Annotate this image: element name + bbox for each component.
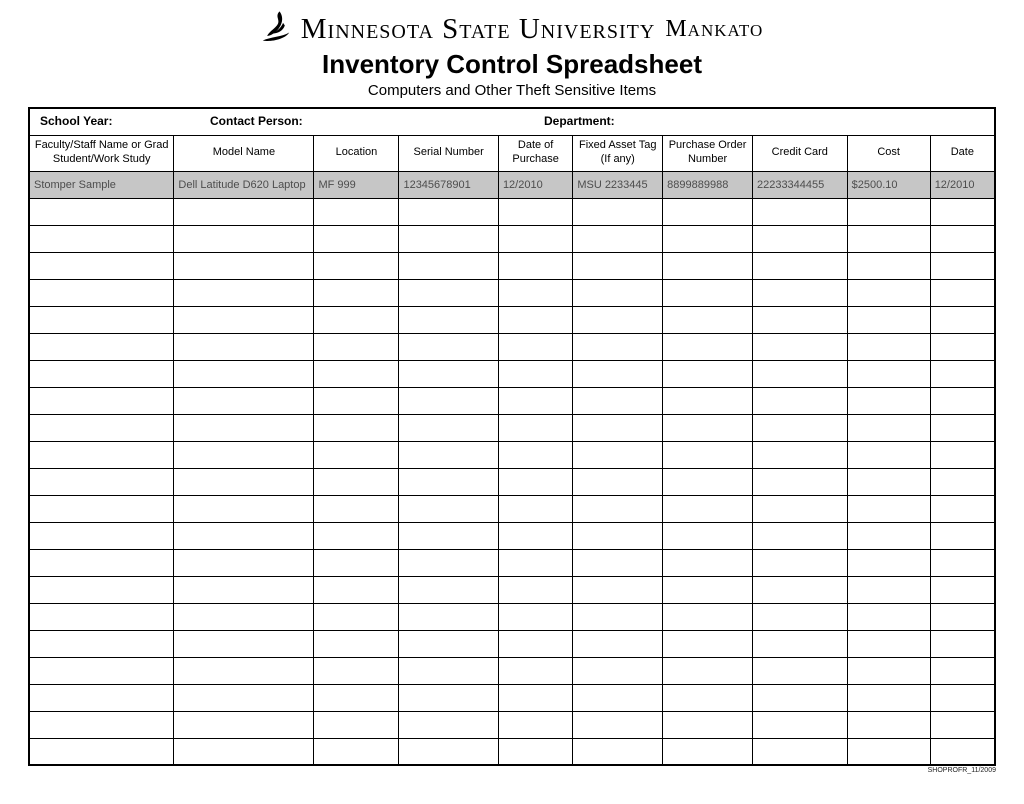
empty-cell xyxy=(399,468,498,495)
empty-cell xyxy=(29,252,174,279)
empty-cell xyxy=(498,711,572,738)
empty-cell xyxy=(498,333,572,360)
empty-cell xyxy=(174,225,314,252)
empty-cell xyxy=(663,360,753,387)
empty-cell xyxy=(174,603,314,630)
empty-cell xyxy=(663,387,753,414)
form-code: SHOPROFR_11/2009 xyxy=(927,767,996,775)
empty-cell xyxy=(314,198,399,225)
empty-cell xyxy=(752,198,847,225)
empty-cell xyxy=(314,711,399,738)
empty-cell xyxy=(930,414,995,441)
empty-cell xyxy=(847,306,930,333)
empty-cell xyxy=(314,441,399,468)
empty-cell xyxy=(573,225,663,252)
empty-cell xyxy=(498,576,572,603)
empty-cell xyxy=(663,441,753,468)
empty-cell xyxy=(29,495,174,522)
empty-cell xyxy=(752,333,847,360)
empty-cell xyxy=(314,252,399,279)
page-title: Inventory Control Spreadsheet xyxy=(322,49,702,79)
empty-cell xyxy=(930,468,995,495)
empty-cell xyxy=(399,414,498,441)
empty-cell xyxy=(847,333,930,360)
empty-cell xyxy=(174,414,314,441)
empty-cell xyxy=(498,360,572,387)
empty-cell xyxy=(752,360,847,387)
empty-cell xyxy=(29,657,174,684)
column-header-row xyxy=(29,135,995,171)
empty-cell xyxy=(498,198,572,225)
empty-cell xyxy=(399,252,498,279)
empty-cell xyxy=(399,630,498,657)
empty-cell xyxy=(752,252,847,279)
empty-cell xyxy=(498,225,572,252)
empty-cell xyxy=(752,468,847,495)
empty-cell xyxy=(663,198,753,225)
empty-cell xyxy=(752,495,847,522)
empty-cell xyxy=(663,333,753,360)
empty-cell xyxy=(752,549,847,576)
empty-cell xyxy=(29,522,174,549)
empty-cell xyxy=(573,468,663,495)
empty-cell xyxy=(847,711,930,738)
empty-cell xyxy=(663,495,753,522)
empty-cell xyxy=(174,333,314,360)
empty-cell xyxy=(847,252,930,279)
column-header-serial: Serial Number xyxy=(399,135,498,171)
empty-row xyxy=(29,225,995,252)
empty-cell xyxy=(29,684,174,711)
empty-cell xyxy=(930,711,995,738)
empty-cell xyxy=(847,738,930,765)
empty-row xyxy=(29,630,995,657)
sample-cell-asset-tag: MSU 2233445 xyxy=(573,171,663,198)
empty-cell xyxy=(752,225,847,252)
empty-cell xyxy=(399,198,498,225)
university-brand xyxy=(0,10,1024,48)
column-header-model: Model Name xyxy=(174,135,314,171)
empty-cell xyxy=(29,630,174,657)
empty-cell xyxy=(930,603,995,630)
empty-cell xyxy=(752,279,847,306)
sample-cell-date: 12/2010 xyxy=(930,171,995,198)
empty-cell xyxy=(399,522,498,549)
empty-cell xyxy=(930,576,995,603)
empty-cell xyxy=(663,225,753,252)
empty-cell xyxy=(573,603,663,630)
empty-cell xyxy=(498,387,572,414)
empty-cell xyxy=(399,306,498,333)
empty-cell xyxy=(399,360,498,387)
empty-row xyxy=(29,468,995,495)
sample-cell-model: Dell Latitude D620 Laptop xyxy=(174,171,314,198)
column-header-name: Faculty/Staff Name or Grad Student/Work Study xyxy=(29,135,174,171)
empty-cell xyxy=(399,279,498,306)
empty-cell xyxy=(663,522,753,549)
empty-cell xyxy=(573,738,663,765)
empty-cell xyxy=(498,549,572,576)
sample-cell-credit-card: 22233344455 xyxy=(752,171,847,198)
empty-cell xyxy=(314,387,399,414)
empty-cell xyxy=(847,657,930,684)
column-header-credit-card: Credit Card xyxy=(752,135,847,171)
empty-cell xyxy=(399,657,498,684)
empty-cell xyxy=(573,198,663,225)
empty-cell xyxy=(399,225,498,252)
empty-cell xyxy=(573,360,663,387)
sample-cell-location: MF 999 xyxy=(314,171,399,198)
empty-row xyxy=(29,576,995,603)
empty-cell xyxy=(174,711,314,738)
empty-cell xyxy=(573,522,663,549)
inventory-table xyxy=(28,107,996,767)
msu-flame-logo-icon xyxy=(261,11,291,47)
empty-row xyxy=(29,279,995,306)
column-header-asset-tag: Fixed Asset Tag (If any) xyxy=(573,135,663,171)
empty-cell xyxy=(29,711,174,738)
empty-cell xyxy=(752,630,847,657)
empty-cell xyxy=(498,441,572,468)
empty-row xyxy=(29,198,995,225)
empty-cell xyxy=(498,306,572,333)
empty-row xyxy=(29,387,995,414)
empty-cell xyxy=(573,279,663,306)
empty-cell xyxy=(573,657,663,684)
empty-cell xyxy=(930,522,995,549)
empty-row xyxy=(29,684,995,711)
empty-cell xyxy=(498,468,572,495)
empty-cell xyxy=(847,198,930,225)
info-row-cell xyxy=(29,108,995,136)
empty-cell xyxy=(29,360,174,387)
empty-cell xyxy=(752,441,847,468)
empty-cell xyxy=(663,603,753,630)
empty-cell xyxy=(847,630,930,657)
empty-cell xyxy=(314,738,399,765)
column-header-purchase-date: Date of Purchase xyxy=(498,135,572,171)
university-name: Minnesota State University xyxy=(300,12,656,45)
empty-cell xyxy=(314,684,399,711)
empty-cell xyxy=(752,576,847,603)
empty-cell xyxy=(174,468,314,495)
empty-cell xyxy=(847,468,930,495)
empty-cell xyxy=(29,279,174,306)
empty-cell xyxy=(663,279,753,306)
empty-cell xyxy=(847,387,930,414)
empty-cell xyxy=(29,306,174,333)
empty-cell xyxy=(399,333,498,360)
empty-cell xyxy=(314,576,399,603)
empty-cell xyxy=(174,522,314,549)
empty-cell xyxy=(930,738,995,765)
empty-cell xyxy=(314,603,399,630)
empty-cell xyxy=(847,495,930,522)
empty-cell xyxy=(174,738,314,765)
document-header xyxy=(0,0,1024,99)
empty-cell xyxy=(29,738,174,765)
empty-row xyxy=(29,522,995,549)
empty-cell xyxy=(930,306,995,333)
empty-cell xyxy=(663,549,753,576)
sample-cell-serial: 12345678901 xyxy=(399,171,498,198)
empty-cell xyxy=(573,684,663,711)
empty-cell xyxy=(314,279,399,306)
empty-cell xyxy=(498,657,572,684)
empty-cell xyxy=(314,657,399,684)
empty-cell xyxy=(314,522,399,549)
empty-cell xyxy=(498,252,572,279)
empty-cell xyxy=(930,495,995,522)
column-header-po-number: Purchase Order Number xyxy=(663,135,753,171)
empty-cell xyxy=(930,360,995,387)
empty-cell xyxy=(314,495,399,522)
empty-cell xyxy=(498,495,572,522)
empty-row xyxy=(29,603,995,630)
empty-cell xyxy=(663,630,753,657)
empty-cell xyxy=(573,441,663,468)
empty-row xyxy=(29,657,995,684)
empty-cell xyxy=(399,711,498,738)
empty-cell xyxy=(399,549,498,576)
empty-cell xyxy=(174,252,314,279)
empty-cell xyxy=(930,333,995,360)
empty-cell xyxy=(663,414,753,441)
empty-cell xyxy=(847,603,930,630)
empty-cell xyxy=(174,279,314,306)
empty-cell xyxy=(573,630,663,657)
empty-cell xyxy=(847,279,930,306)
empty-cell xyxy=(314,414,399,441)
empty-cell xyxy=(29,414,174,441)
school-year-label: School Year: xyxy=(40,113,113,128)
empty-cell xyxy=(174,684,314,711)
empty-cell xyxy=(573,252,663,279)
empty-cell xyxy=(174,495,314,522)
empty-cell xyxy=(930,252,995,279)
empty-cell xyxy=(752,738,847,765)
empty-row xyxy=(29,495,995,522)
empty-cell xyxy=(573,711,663,738)
empty-cell xyxy=(752,711,847,738)
empty-cell xyxy=(314,306,399,333)
empty-cell xyxy=(930,198,995,225)
empty-cell xyxy=(498,630,572,657)
info-row-inner xyxy=(34,110,990,134)
empty-cell xyxy=(314,468,399,495)
empty-cell xyxy=(847,549,930,576)
empty-cell xyxy=(314,549,399,576)
empty-cell xyxy=(174,441,314,468)
empty-cell xyxy=(663,684,753,711)
empty-cell xyxy=(29,387,174,414)
empty-cell xyxy=(29,225,174,252)
empty-cell xyxy=(573,549,663,576)
empty-cell xyxy=(573,387,663,414)
empty-cell xyxy=(663,306,753,333)
empty-cell xyxy=(174,360,314,387)
column-header-date: Date xyxy=(930,135,995,171)
empty-cell xyxy=(573,495,663,522)
empty-cell xyxy=(29,198,174,225)
empty-cell xyxy=(752,603,847,630)
empty-cell xyxy=(573,306,663,333)
empty-cell xyxy=(174,306,314,333)
empty-cell xyxy=(314,630,399,657)
empty-cell xyxy=(399,387,498,414)
empty-cell xyxy=(847,522,930,549)
empty-cell xyxy=(663,711,753,738)
empty-row xyxy=(29,711,995,738)
empty-cell xyxy=(847,414,930,441)
empty-cell xyxy=(930,225,995,252)
empty-cell xyxy=(314,333,399,360)
empty-cell xyxy=(174,630,314,657)
empty-cell xyxy=(663,468,753,495)
empty-cell xyxy=(930,387,995,414)
page-subtitle: Computers and Other Theft Sensitive Items xyxy=(367,81,657,99)
empty-cell xyxy=(399,738,498,765)
empty-cell xyxy=(498,603,572,630)
empty-cell xyxy=(663,657,753,684)
sample-cell-name: Stomper Sample xyxy=(29,171,174,198)
empty-cell xyxy=(752,306,847,333)
empty-cell xyxy=(174,387,314,414)
department-label: Department: xyxy=(544,113,615,128)
empty-cell xyxy=(174,657,314,684)
empty-cell xyxy=(399,576,498,603)
empty-cell xyxy=(573,333,663,360)
empty-cell xyxy=(314,225,399,252)
info-row xyxy=(29,108,995,136)
empty-cell xyxy=(573,414,663,441)
empty-cell xyxy=(314,360,399,387)
empty-cell xyxy=(663,576,753,603)
empty-cell xyxy=(930,657,995,684)
empty-cell xyxy=(663,738,753,765)
empty-cell xyxy=(930,441,995,468)
column-header-cost: Cost xyxy=(847,135,930,171)
empty-cell xyxy=(663,252,753,279)
empty-cell xyxy=(847,576,930,603)
empty-cell xyxy=(29,576,174,603)
empty-cell xyxy=(399,495,498,522)
empty-cell xyxy=(29,603,174,630)
empty-cell xyxy=(930,684,995,711)
empty-cell xyxy=(498,522,572,549)
empty-row xyxy=(29,306,995,333)
sample-cell-po-number: 8899889988 xyxy=(663,171,753,198)
column-header-location: Location xyxy=(314,135,399,171)
empty-cell xyxy=(847,225,930,252)
sample-cell-cost: $2500.10 xyxy=(847,171,930,198)
empty-cell xyxy=(399,603,498,630)
contact-person-label: Contact Person: xyxy=(210,113,303,128)
empty-cell xyxy=(752,387,847,414)
sample-cell-purchase-date: 12/2010 xyxy=(498,171,572,198)
empty-row xyxy=(29,738,995,765)
empty-cell xyxy=(29,468,174,495)
empty-row xyxy=(29,441,995,468)
empty-cell xyxy=(847,684,930,711)
empty-row xyxy=(29,414,995,441)
empty-cell xyxy=(174,549,314,576)
sample-row xyxy=(29,171,995,198)
empty-cell xyxy=(29,333,174,360)
empty-cell xyxy=(573,576,663,603)
university-city: Mankato xyxy=(665,15,764,42)
empty-cell xyxy=(399,684,498,711)
empty-cell xyxy=(847,360,930,387)
empty-cell xyxy=(752,657,847,684)
empty-cell xyxy=(752,522,847,549)
empty-cell xyxy=(29,549,174,576)
empty-cell xyxy=(752,414,847,441)
empty-cell xyxy=(399,441,498,468)
empty-cell xyxy=(847,441,930,468)
empty-cell xyxy=(29,441,174,468)
empty-cell xyxy=(752,684,847,711)
empty-cell xyxy=(498,279,572,306)
empty-cell xyxy=(498,738,572,765)
empty-cell xyxy=(930,279,995,306)
empty-row xyxy=(29,252,995,279)
empty-cell xyxy=(930,549,995,576)
empty-cell xyxy=(498,684,572,711)
empty-cell xyxy=(930,630,995,657)
empty-row xyxy=(29,360,995,387)
empty-row xyxy=(29,549,995,576)
empty-cell xyxy=(498,414,572,441)
empty-cell xyxy=(174,198,314,225)
empty-cell xyxy=(174,576,314,603)
empty-row xyxy=(29,333,995,360)
